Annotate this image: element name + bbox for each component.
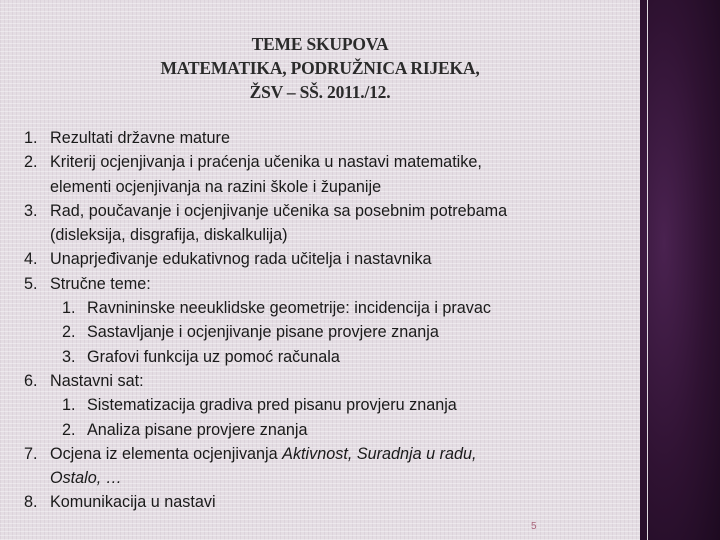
item-number: 2. [24,153,38,172]
item-text: Nastavni sat: [50,371,144,390]
sidebar-divider [647,0,648,540]
topic-list [24,126,634,515]
item-number: 5. [24,274,38,293]
sub-item-text: Ravnininske neeuklidske geometrije: incidencija i pravac [87,299,491,318]
item-number: 6. [24,371,38,390]
title-line-1: TEME SKUPOVA [251,34,389,54]
item-text: Rad, poučavanje i ocjenjivanje učenika sa posebnim potrebama [50,201,508,220]
sub-item-number: 2. [62,323,76,342]
item-text-continued [50,466,634,490]
sub-item-5-2 [24,320,634,344]
item-number: 8. [24,493,38,512]
sub-item-number: 3. [62,347,76,366]
item-text-plain: Ocjena iz elementa ocjenjivanja [50,444,283,463]
list-item-7 [24,442,634,491]
sub-item-number: 1. [62,396,76,415]
sub-item-5-3 [24,345,634,369]
item-number: 1. [24,129,38,147]
sub-item-number: 1. [62,299,76,318]
title-line-2: MATEMATIKA, PODRUŽNICA RIJEKA, [160,58,480,78]
page-number: 5 [531,521,537,532]
list-item-6 [24,369,634,393]
item-number: 7. [24,444,38,463]
decorative-sidebar [640,0,720,540]
list-item-5 [24,272,634,296]
item-text: Rezultati državne mature [50,129,230,147]
sub-item-text: Sastavljanje i ocjenjivanje pisane provjere znanja [87,323,439,342]
item-number: 3. [24,201,38,220]
item-text: Komunikacija u nastavi [50,493,216,512]
item-text-italic-continued: Ostalo, … [50,469,122,488]
sub-item-text: Analiza pisane provjere znanja [87,420,308,439]
sub-item-6-1 [24,393,634,417]
list-item-3 [24,199,634,248]
item-text: Kriterij ocjenjivanja i praćenja učenika u nastavi matematike, [50,153,482,172]
slide-title [100,32,540,104]
sub-item-text: Sistematizacija gradiva pred pisanu provjeru znanja [87,396,457,415]
list-item-2 [24,150,634,199]
sub-item-5-1 [24,296,634,320]
sub-item-text: Grafovi funkcija uz pomoć računala [87,347,340,366]
list-item-4 [24,247,634,271]
title-line-3: ŽSV – SŠ. 2011./12. [249,82,391,102]
list-item-1 [24,126,634,150]
item-text: Stručne teme: [50,274,151,293]
item-text-continued: (disleksija, disgrafija, diskalkulija) [50,226,288,245]
item-text-continued: elementi ocjenjivanja na razini škole i županije [50,177,382,196]
sub-item-number: 2. [62,420,76,439]
item-text-italic: Aktivnost, Suradnja u radu, [282,444,477,463]
sub-item-6-2 [24,418,634,442]
item-text [50,442,634,466]
item-text: Unaprjeđivanje edukativnog rada učitelja i nastavnika [50,250,432,269]
item-number: 4. [24,250,38,269]
list-item-8 [24,490,634,514]
